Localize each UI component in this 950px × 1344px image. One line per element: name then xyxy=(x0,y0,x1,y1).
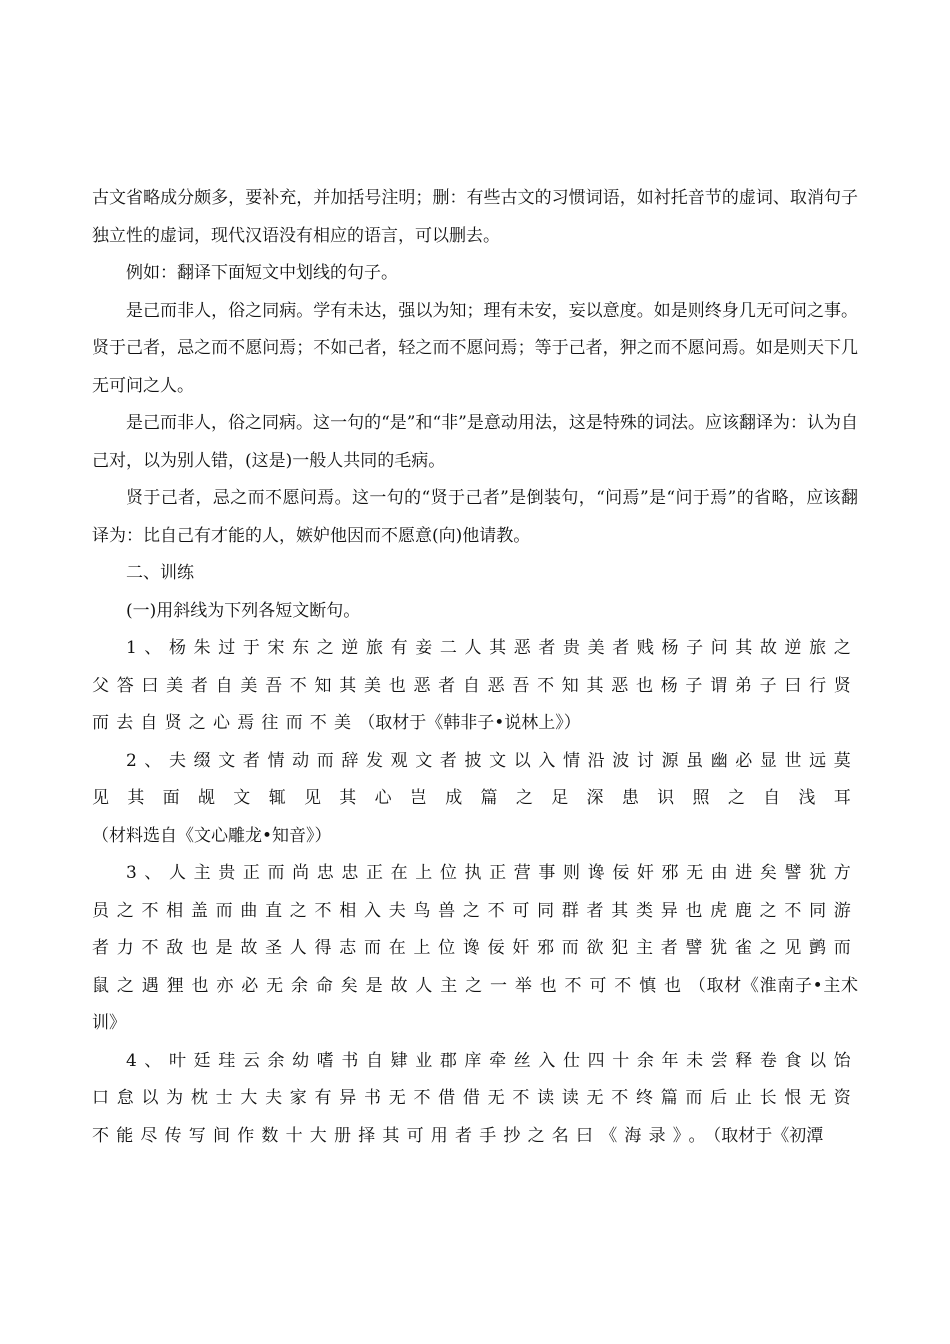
subsection-heading-punctuation: (一)用斜线为下列各短文断句。 xyxy=(126,600,361,621)
paragraph-analysis-1: 是己而非人，俗之同病。这一句的“是”和“非”是意动用法，这是特殊的词法。应该翻译为：认为自己对，以为别人错，(这是)一般人共同的毛病。 xyxy=(92,413,858,471)
exercise-item xyxy=(92,630,858,743)
exercise-text: 2、夫缀文者情动而辞发观文者披文以入情沿波讨源虽幽必显世远莫见其面觇文辄见其心岂成篇之足深患识照之自浅耳 xyxy=(92,750,858,808)
paragraph-analysis-2: 贤于己者，忌之而不愿问焉。这一句的“贤于己者”是倒装句，“问焉”是“问于焉”的省略，应该翻译为：比自己有才能的人，嫉妒他因而不愿意(向)他请教。 xyxy=(92,488,858,546)
exercise-source: （材料选自《文心雕龙•知音》） xyxy=(92,825,332,846)
exercise-item xyxy=(92,743,858,856)
paragraph-example-text: 是己而非人，俗之同病。学有未达，强以为知；理有未安，妄以意度。如是则终身几无可问之事。贤于己者，忌之而不愿问焉；不如己者，轻之而不愿问焉；等于己者，狎之而不愿问焉。如是则天下几无可问之人。 xyxy=(92,300,858,396)
exercise-item xyxy=(92,1043,858,1156)
exercise-source: （取材于《初潭 xyxy=(712,1125,824,1146)
exercise-item xyxy=(92,855,858,1043)
document-page xyxy=(92,180,858,1155)
paragraph-example-intro: 例如：翻译下面短文中划线的句子。 xyxy=(126,263,398,283)
section-heading-training: 二、训练 xyxy=(126,563,194,583)
exercise-source: （取材于《韩非子•说林上》） xyxy=(358,713,581,733)
exercise-text: 1、杨朱过于宋东之逆旅有妾二人其恶者贵美者贱杨子问其故逆旅之父答曰美者自美吾不知其美也恶者自恶吾不知其恶也杨子谓弟子曰行贤而去自贤之心焉往而不美 xyxy=(92,638,858,733)
paragraph-omission-rule: 古文省略成分颇多，要补充，并加括号注明；删：有些古文的习惯词语，如衬托音节的虚词、取消句子独立性的虚词，现代汉语没有相应的语言，可以删去。 xyxy=(92,188,858,246)
exercise-text: 3、人主贵正而尚忠忠正在上位执正营事则谗佞奸邪无由进矣譬犹方员之不相盖而曲直之不相入夫鸟兽之不可同群者其类异也虎鹿之不同游者力不敌也是故圣人得志而在上位谗佞奸邪而欲犯主者譬犹雀之见鹯而鼠之遇狸也亦必无余命矣是故人主之一举也不可不慎也 xyxy=(92,863,858,996)
exercise-source: （取材《淮南子•主术训》 xyxy=(92,975,858,1033)
exercise-text: 4、叶廷珪云余幼嗜书自肄业郡庠牵丝入仕四十余年未尝释卷食以饴口怠以为枕士大夫家有异书无不借借无不读读无不终篇而后止长恨无资不能尽传写间作数十大册择其可用者手抄之名曰《海录》。 xyxy=(92,1050,858,1146)
